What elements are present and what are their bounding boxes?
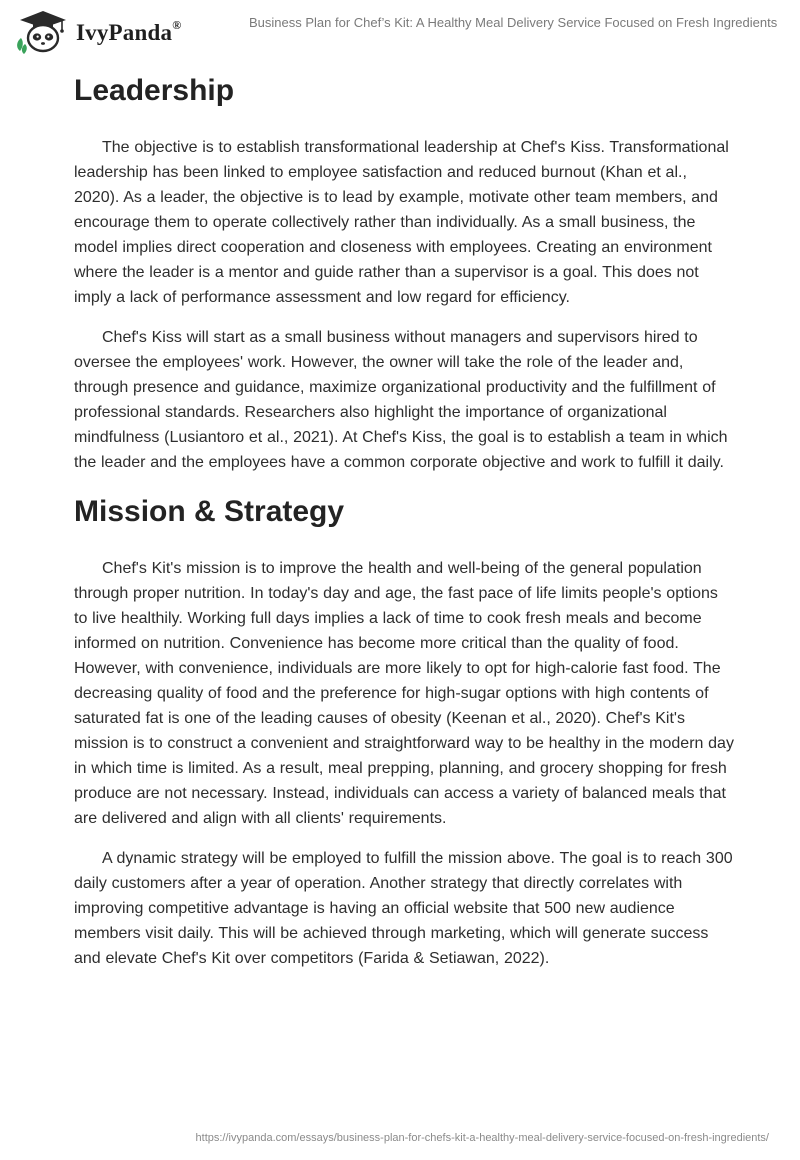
document-title: Business Plan for Chef’s Kit: A Healthy Meal Delivery Service Focused on Fresh Ingredients: [249, 15, 778, 30]
paragraph: Chef's Kit's mission is to improve the health and well-being of the general population through proper nutrition. In today's day and age, the fast pace of life limits people's options to live healthily. Working full days implies a lack of time to cook fresh meals and become informed on nutrition. Convenience has become more critical than the quality of food. However, with convenience, individuals are more likely to opt for high-calorie fast food. The decreasing quality of food and the preference for high-sugar options with high contents of saturated fat is one of the leading causes of obesity (Keenan et al., 2020). Chef's Kit's mission is to construct a convenient and straightforward way to be healthy in the modern day in which time is limited. As a result, meal prepping, planning, and grocery shopping for fresh produce are not necessary. Instead, individuals can access a variety of balanced meals that are delivered and align with all clients' requirements.: [74, 560, 734, 827]
registered-mark: ®: [172, 18, 182, 33]
section-heading: Mission & Strategy: [74, 495, 345, 528]
article-body: [74, 72, 734, 971]
ivypanda-logo-icon[interactable]: [12, 8, 72, 54]
section-mission-strategy: [74, 493, 734, 971]
brand-text: IvyPanda: [76, 20, 173, 45]
page-header: [0, 0, 800, 60]
section-leadership: [74, 72, 734, 475]
paragraph: Chef's Kiss will start as a small business without managers and supervisors hired to oversee the employees' work. However, the owner will take the role of the leader and, through presence and guidance, maximize organizational productivity and the fulfillment of professional standards. Researchers also highlight the importance of organizational mindfulness (Lusiantoro et al., 2021). At Chef's Kiss, the goal is to establish a team in which the leader and the employees have a common corporate objective and work to fulfill it daily.: [74, 329, 728, 471]
source-url[interactable]: https://ivypanda.com/essays/business-plan-for-chefs-kit-a-healthy-meal-delivery-service-focused-on-fresh-ingredients/: [195, 1132, 769, 1144]
paragraph: The objective is to establish transformational leadership at Chef's Kiss. Transformational leadership has been linked to employee satisfaction and reduced burnout (Khan et al., 2020). As a leader, the objective is to lead by example, motivate other team members, and encourage them to operate collectively rather than individually. As a small business, the model implies direct cooperation and closeness with employees. Creating an environment where the leader is a mentor and guide rather than a supervisor is a goal. This does not imply a lack of performance assessment and low regard for efficiency.: [74, 139, 729, 306]
brand-name[interactable]: [76, 20, 181, 46]
paragraph: A dynamic strategy will be employed to fulfill the mission above. The goal is to reach 300 daily customers after a year of operation. Another strategy that directly correlates with improving competitive advantage is having an official website that 500 new audience members visit daily. This will be achieved through marketing, which will generate success and elevate Chef's Kit over competitors (Farida & Setiawan, 2022).: [74, 850, 733, 967]
section-heading: Leadership: [74, 74, 235, 107]
